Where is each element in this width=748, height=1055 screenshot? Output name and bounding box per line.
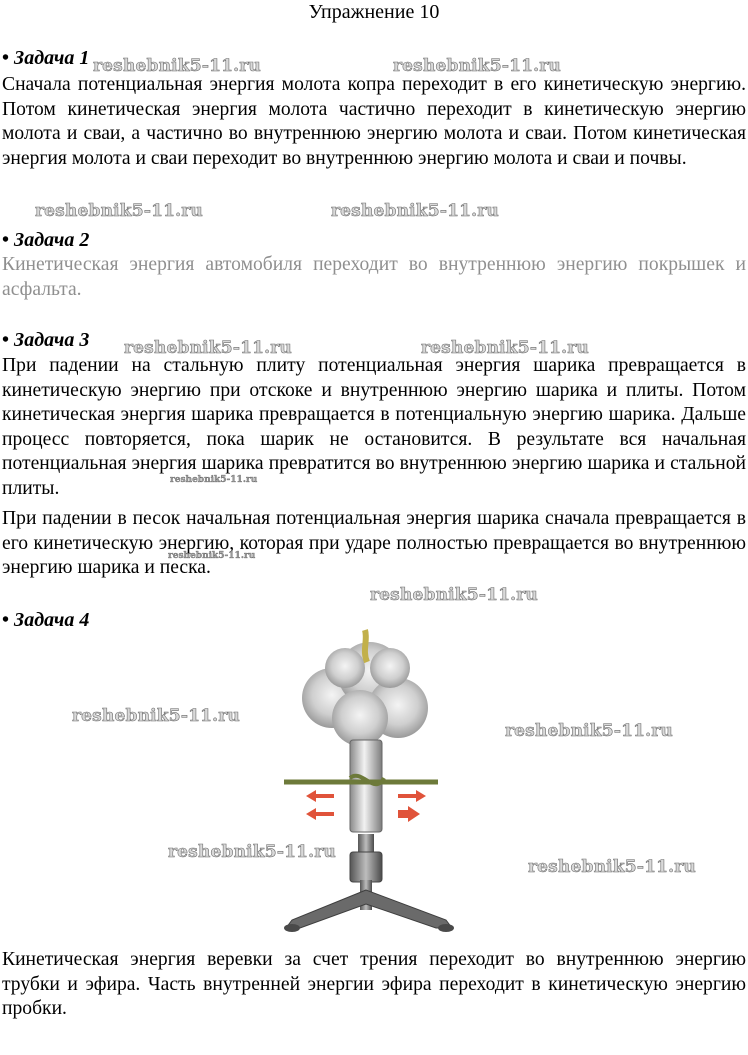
task-1-answer: Сначала потенциальная энергия молота копра переходит в его кинетическую энергию. Потом кинетическая энергия молота частично переходит в кинетическую энергию молота и сваи, а частично во внутреннюю энергию молота и сваи. Потом кинетическая энергия молота и сваи переходит во внутреннюю энергию молота и сваи и почвы. — [2, 74, 746, 169]
stand-foot — [438, 924, 454, 932]
watermark: reshebnik5-11.ru — [393, 56, 561, 76]
task-1-heading-label: Задача 1 — [14, 47, 90, 69]
task-4-answer: Кинетическая энергия веревки за счет трения переходит во внутреннюю энергию трубки и эфира. Часть внутренней энергии эфира переходит в кинетическую энергию пробки. — [2, 949, 746, 1020]
watermark: reshebnik5-11.ru — [505, 721, 673, 741]
task-2-answer: Кинетическая энергия автомобиля переходит во внутреннюю энергию покрышек и асфальта. — [2, 254, 746, 300]
task-1-heading — [2, 46, 89, 70]
stand-hub — [350, 852, 382, 882]
watermark: reshebnik5-11.ru — [168, 551, 256, 561]
bullet-icon: • — [2, 47, 10, 69]
watermark: reshebnik5-11.ru — [168, 842, 336, 862]
task-2-heading — [2, 228, 89, 252]
bullet-icon: • — [2, 329, 10, 351]
watermark: reshebnik5-11.ru — [93, 56, 261, 76]
arrow-left-icon — [398, 790, 426, 802]
page-title: Упражнение 10 — [308, 1, 440, 23]
stand-neck — [358, 834, 374, 854]
watermark: reshebnik5-11.ru — [72, 706, 240, 726]
arrow-right-icon — [398, 806, 420, 822]
task-3-answer-sand: При падении в песок начальная потенциальная энергия шарика сначала превращается в его кинетическую энергию, которая при ударе полностью превращается во внутреннюю энергию шарика и песка. — [2, 508, 746, 579]
arrow-left-icon — [306, 808, 334, 820]
task-2-heading-label: Задача 2 — [14, 229, 90, 251]
rope-top — [365, 630, 367, 662]
bullet-icon: • — [2, 229, 10, 251]
watermark: reshebnik5-11.ru — [124, 338, 292, 358]
watermark: reshebnik5-11.ru — [421, 338, 589, 358]
bullet-icon: • — [2, 609, 10, 631]
task-3-heading — [2, 328, 89, 352]
tube-illustration — [270, 628, 480, 950]
friction-tube-figure — [270, 628, 480, 950]
task-4-heading — [2, 608, 89, 632]
watermark: reshebnik5-11.ru — [170, 475, 258, 485]
watermark: reshebnik5-11.ru — [528, 857, 696, 877]
stand-foot — [284, 924, 300, 932]
watermark: reshebnik5-11.ru — [370, 585, 538, 605]
task-4-heading-label: Задача 4 — [14, 609, 90, 631]
arrow-left-icon — [306, 790, 334, 802]
watermark: reshebnik5-11.ru — [35, 201, 203, 221]
watermark: reshebnik5-11.ru — [331, 201, 499, 221]
task-3-answer-plate: При падении на стальную плиту потенциальная энергия шарика превращается в кинетическую энергию при отскоке и внутреннюю энергию шарика и плиты. Потом кинетическая энергия шарика превращается в потенциальную энергию шарика. Дальше процесс повторяется, пока шарик не остановится. В результате вся начальная потенциальная энергия шарика превратится во внутреннюю энергию шарика и стальной плиты. — [2, 355, 746, 499]
task-3-heading-label: Задача 3 — [14, 329, 90, 351]
